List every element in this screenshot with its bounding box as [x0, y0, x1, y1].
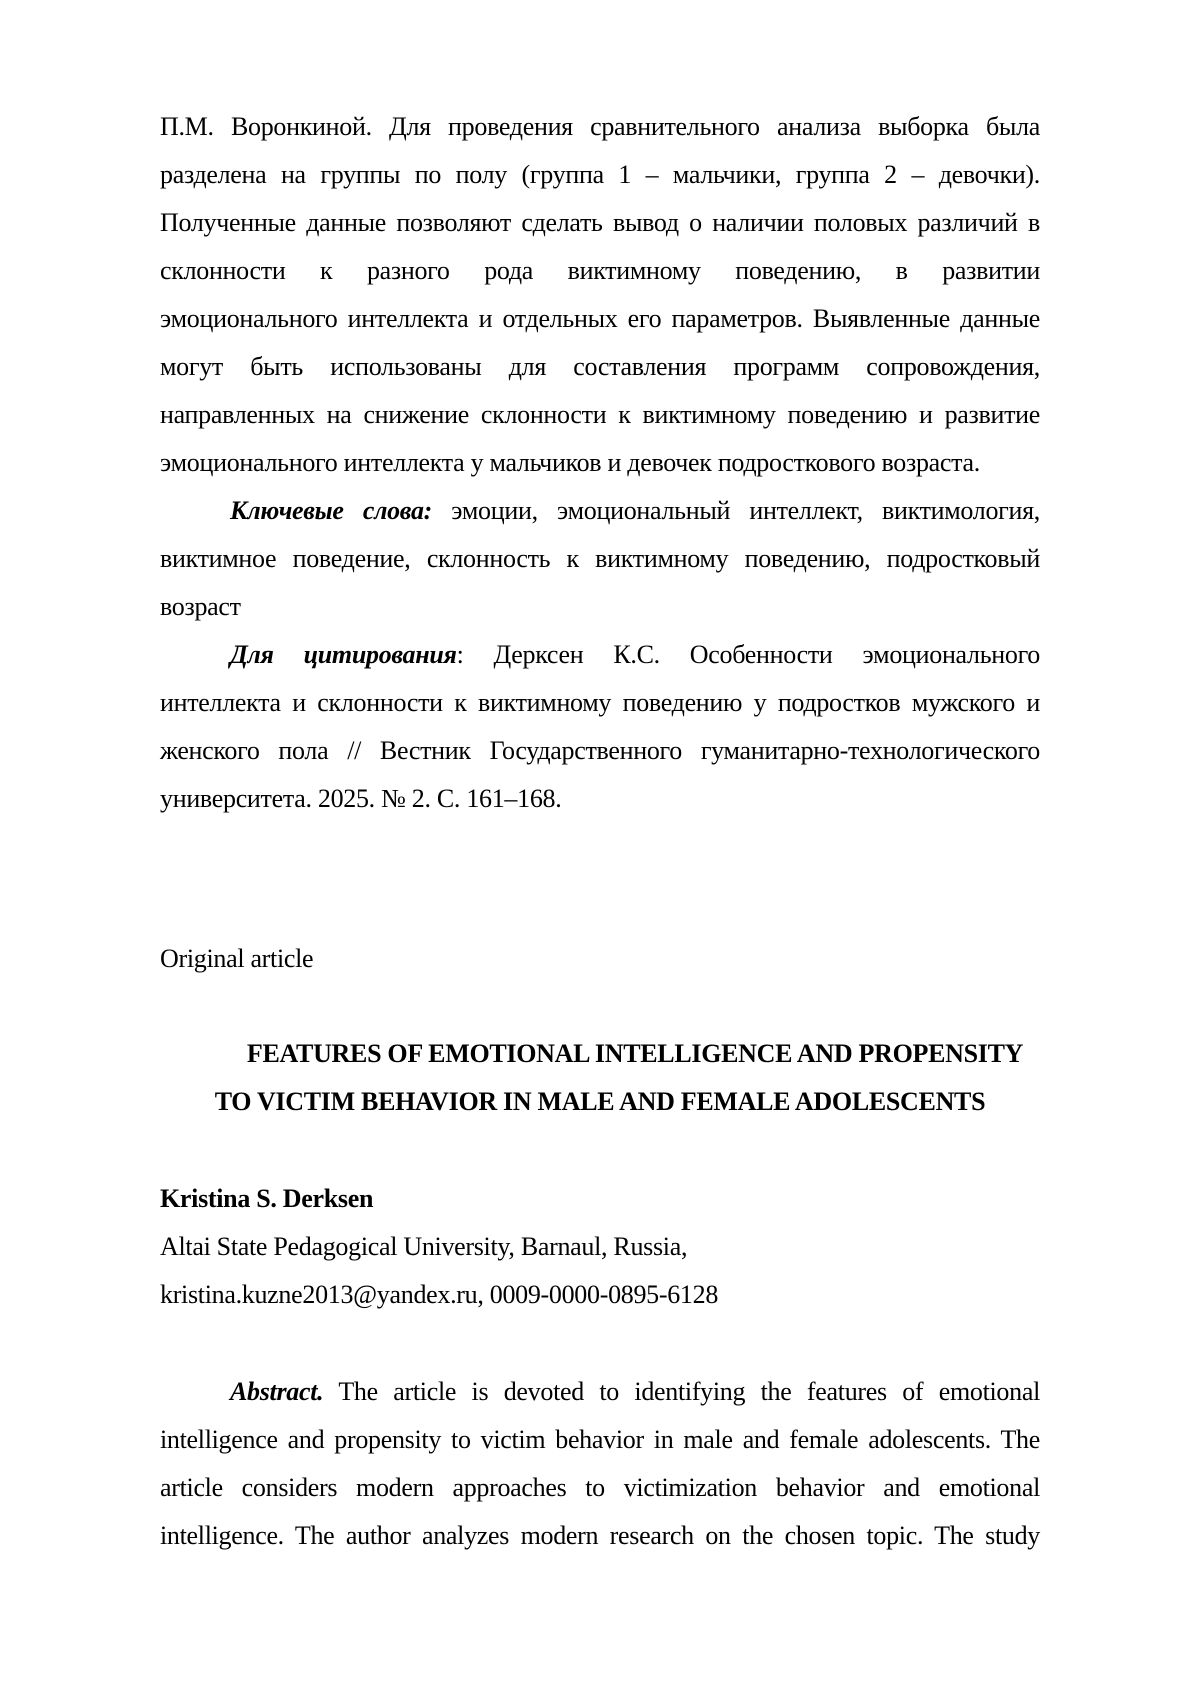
text-line: интеллекта и склонности к виктимному поведению у подростков мужского и: [160, 688, 1040, 717]
english-abstract-paragraph: [160, 1368, 1040, 1560]
author-email-orcid: kristina.kuzne2013@yandex.ru, 0009-0000-0895-6128: [160, 1280, 719, 1309]
russian-abstract-paragraph: [160, 103, 1040, 487]
keywords-paragraph: [160, 487, 1040, 631]
abstract-label: Abstract.: [230, 1377, 324, 1406]
author-affiliation: Altai State Pedagogical University, Barnaul, Russia,: [160, 1232, 688, 1261]
text-line: эмоционального интеллекта у мальчиков и девочек подросткового возраста.: [160, 448, 980, 477]
text-line: направленных на снижение склонности к виктимному поведению и развитие: [160, 400, 1040, 429]
citation-text: : Дерксен К.С. Особенности эмоционального: [456, 640, 1040, 669]
author-name: Kristina S. Derksen: [160, 1184, 374, 1213]
page-title: [160, 1030, 1040, 1126]
text-line: могут быть использованы для составления программ сопровождения,: [160, 352, 1040, 381]
abstract-text: The article is devoted to identifying the features of emotional: [323, 1377, 1040, 1406]
keywords-label: Ключевые слова:: [230, 496, 433, 525]
text-line: intelligence and propensity to victim behavior in male and female adolescents. The: [160, 1425, 1040, 1454]
title-line: TO VICTIM BEHAVIOR IN MALE AND FEMALE ADOLESCENTS: [214, 1087, 986, 1116]
citation-line: [160, 631, 1040, 679]
article-type-label: Original article: [160, 944, 314, 973]
author-block: [160, 1175, 1040, 1319]
text-line: разделена на группы по полу (группа 1 – мальчики, группа 2 – девочки).: [160, 160, 1040, 189]
text-line: виктимное поведение, склонность к виктимному поведению, подростковый: [160, 544, 1040, 573]
keywords-text: эмоции, эмоциональный интеллект, виктимология,: [432, 496, 1040, 525]
text-line: склонности к разного рода виктимному поведению, в развитии: [160, 256, 1040, 285]
text-line: женского пола // Вестник Государственного гуманитарно-технологического: [160, 736, 1040, 765]
abstract-line: [160, 1368, 1040, 1416]
text-line: Полученные данные позволяют сделать вывод о наличии половых различий в: [160, 208, 1040, 237]
text-line: эмоционального интеллекта и отдельных его параметров. Выявленные данные: [160, 304, 1040, 333]
text-line: возраст: [160, 592, 241, 621]
keywords-line: [160, 487, 1040, 535]
title-line: FEATURES OF EMOTIONAL INTELLIGENCE AND PROPENSITY: [246, 1039, 1024, 1068]
text-line: article considers modern approaches to victimization behavior and emotional: [160, 1473, 1040, 1502]
text-line: П.М. Воронкиной. Для проведения сравнительного анализа выборка была: [160, 112, 1040, 141]
citation-label: Для цитирования: [230, 640, 457, 669]
citation-paragraph: [160, 631, 1040, 823]
text-line: университета. 2025. № 2. С. 161–168.: [160, 784, 562, 813]
text-line: intelligence. The author analyzes modern research on the chosen topic. The study: [160, 1521, 1040, 1550]
